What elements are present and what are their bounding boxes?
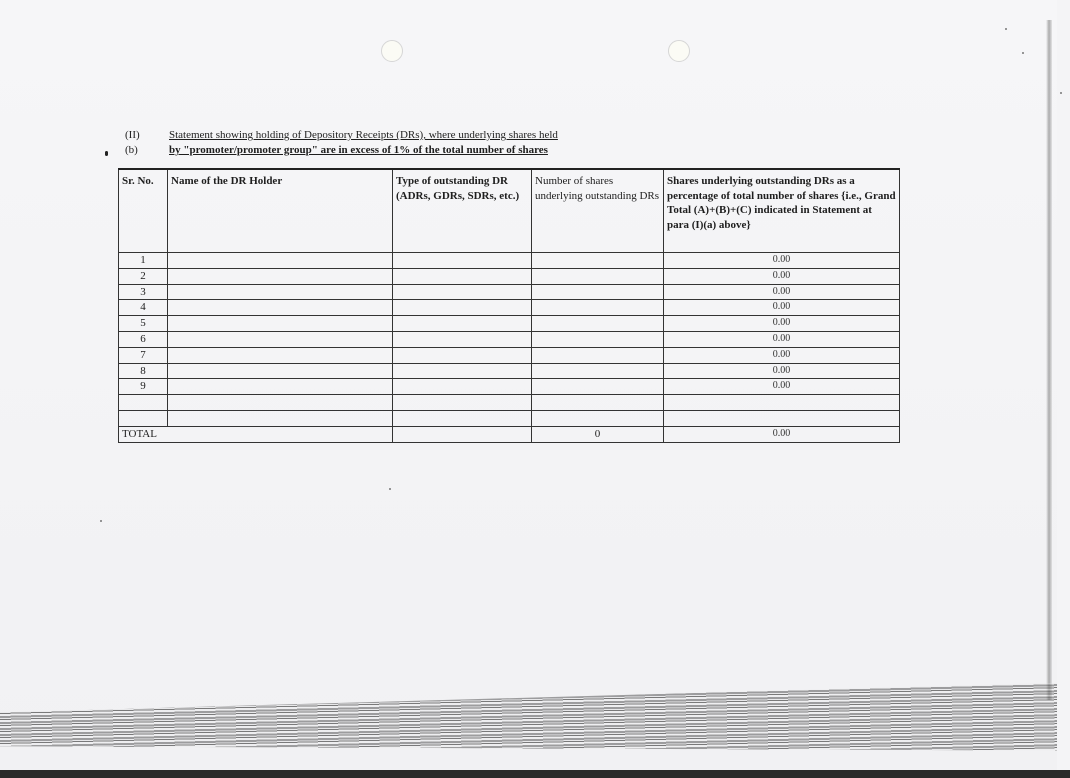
table-row [119, 410, 900, 426]
scan-noise-band [0, 680, 1057, 752]
cell-type [393, 410, 532, 426]
scan-edge-shadow [1046, 20, 1052, 700]
scan-speck [1005, 28, 1007, 30]
cell-name [168, 316, 393, 332]
heading-line-2: by "promoter/promoter group" are in excess of 1% of the total number of shares [169, 144, 548, 156]
cell-shares [532, 331, 664, 347]
cell-shares [532, 363, 664, 379]
cell-sr [119, 395, 168, 411]
cell-pct: 0.00 [664, 284, 900, 300]
table-row [119, 300, 900, 316]
total-type-cell [393, 426, 532, 442]
total-pct: 0.00 [664, 426, 900, 442]
total-row [119, 426, 900, 442]
cell-sr: 5 [119, 316, 168, 332]
total-shares: 0 [532, 426, 664, 442]
table-row [119, 284, 900, 300]
cell-sr [119, 410, 168, 426]
cell-sr: 3 [119, 284, 168, 300]
cell-pct [664, 395, 900, 411]
cell-type [393, 331, 532, 347]
cell-shares [532, 410, 664, 426]
header-sr-no: Sr. No. [119, 169, 168, 253]
cell-shares [532, 253, 664, 269]
scan-speck [100, 520, 102, 522]
table-header-row [119, 169, 900, 253]
cell-type [393, 253, 532, 269]
cell-type [393, 347, 532, 363]
total-label: TOTAL [119, 426, 393, 442]
cell-sr: 1 [119, 253, 168, 269]
cell-shares [532, 284, 664, 300]
cell-type [393, 379, 532, 395]
punch-hole-left [381, 40, 403, 62]
cell-name [168, 253, 393, 269]
cell-shares [532, 316, 664, 332]
cell-name [168, 284, 393, 300]
cell-sr: 4 [119, 300, 168, 316]
cell-type [393, 316, 532, 332]
cell-name [168, 363, 393, 379]
cell-type [393, 363, 532, 379]
cell-shares [532, 347, 664, 363]
cell-shares [532, 395, 664, 411]
scan-speck [1060, 92, 1062, 94]
cell-pct: 0.00 [664, 268, 900, 284]
section-number: (II)(b) [125, 129, 140, 156]
punch-hole-right [668, 40, 690, 62]
cell-pct: 0.00 [664, 331, 900, 347]
table-row [119, 363, 900, 379]
dr-holding-table [118, 168, 900, 443]
cell-type [393, 284, 532, 300]
cell-sr: 7 [119, 347, 168, 363]
cell-shares [532, 300, 664, 316]
header-percentage: Shares underlying outstanding DRs as a percentage of total number of shares {i.e., Grand Total (A)+(B)+(C) indicated in Statement at para (I)(a) above} [664, 169, 900, 253]
heading-line-1: Statement showing holding of Depository Receipts (DRs), where underlying shares held [169, 129, 558, 141]
table-row [119, 253, 900, 269]
cell-pct: 0.00 [664, 316, 900, 332]
table-row [119, 331, 900, 347]
scan-speck [389, 488, 391, 490]
cell-sr: 8 [119, 363, 168, 379]
cell-sr: 6 [119, 331, 168, 347]
cell-sr: 2 [119, 268, 168, 284]
cell-name [168, 395, 393, 411]
cell-pct: 0.00 [664, 347, 900, 363]
cell-name [168, 331, 393, 347]
cell-pct: 0.00 [664, 253, 900, 269]
table-row [119, 268, 900, 284]
cell-pct: 0.00 [664, 379, 900, 395]
cell-name [168, 268, 393, 284]
header-type: Type of outstanding DR (ADRs, GDRs, SDRs, etc.) [393, 169, 532, 253]
cell-pct: 0.00 [664, 363, 900, 379]
table-row [119, 316, 900, 332]
table-row [119, 379, 900, 395]
cell-name [168, 347, 393, 363]
margin-mark [105, 151, 108, 156]
cell-pct: 0.00 [664, 300, 900, 316]
cell-pct [664, 410, 900, 426]
cell-sr: 9 [119, 379, 168, 395]
scanner-bottom-edge [0, 770, 1070, 778]
cell-type [393, 395, 532, 411]
header-name: Name of the DR Holder [168, 169, 393, 253]
scan-speck [1022, 52, 1024, 54]
cell-name [168, 379, 393, 395]
cell-shares [532, 268, 664, 284]
cell-name [168, 300, 393, 316]
table-row [119, 395, 900, 411]
cell-type [393, 268, 532, 284]
cell-shares [532, 379, 664, 395]
header-shares: Number of shares underlying outstanding DRs [532, 169, 664, 253]
table-row [119, 347, 900, 363]
cell-name [168, 410, 393, 426]
cell-type [393, 300, 532, 316]
